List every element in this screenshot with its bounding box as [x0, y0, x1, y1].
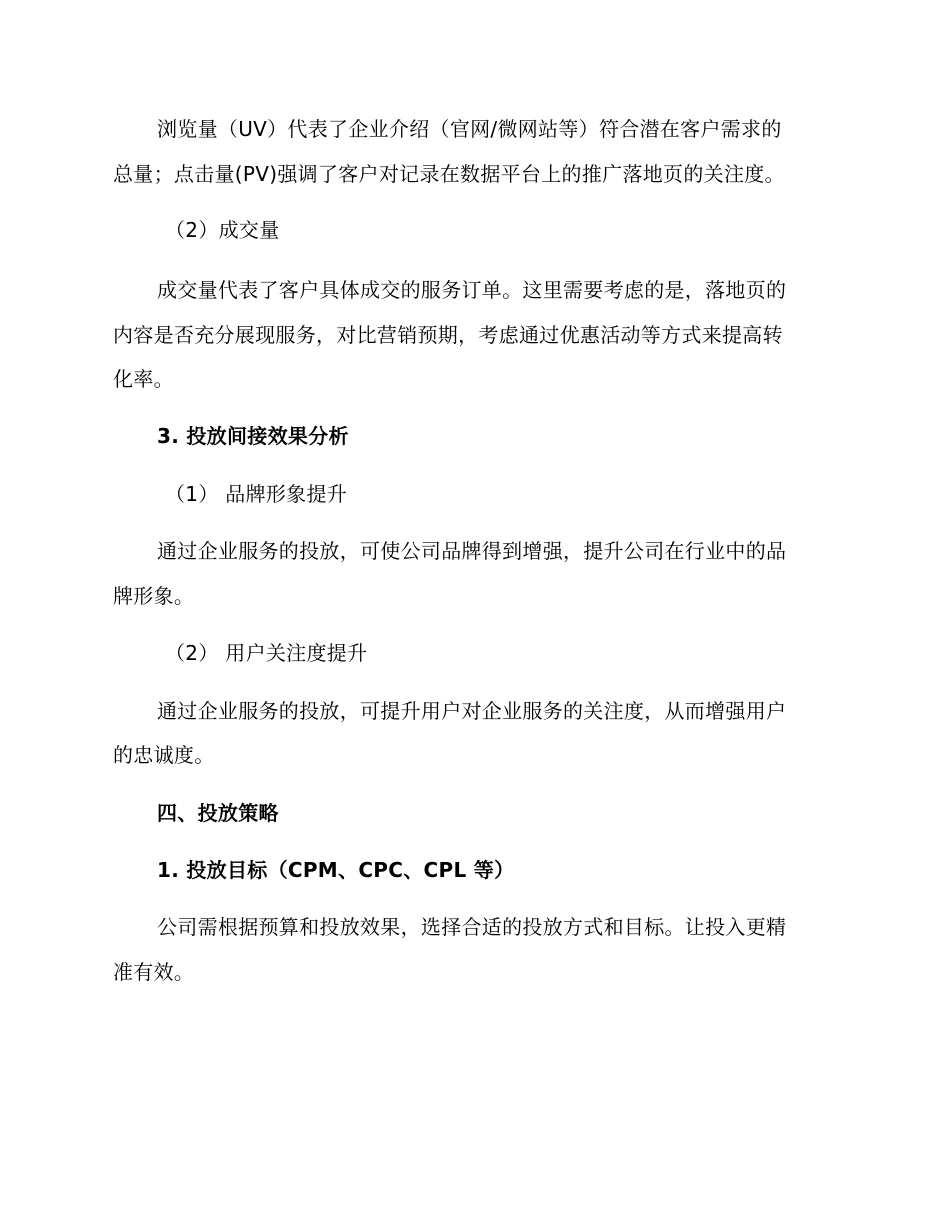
paragraph-line: 内容是否充分展现服务，对比营销预期，考虑通过优惠活动等方式来提高转	[113, 323, 783, 347]
paragraph-line: 公司需根据预算和投放效果，选择合适的投放方式和目标。让投入更精	[157, 915, 787, 939]
paragraph-line: 的忠诚度。	[113, 743, 215, 767]
subheading-user-attention: （2） 用户关注度提升	[165, 641, 368, 665]
section-heading-targets: 1. 投放目标（CPM、CPC、CPL 等）	[157, 858, 515, 882]
paragraph-line: 通过企业服务的投放，可使公司品牌得到增强，提升公司在行业中的品	[157, 539, 787, 563]
paragraph-line: 通过企业服务的投放，可提升用户对企业服务的关注度，从而增强用户	[157, 699, 787, 723]
subheading-transactions: （2）成交量	[165, 218, 280, 242]
subheading-brand-image: （1） 品牌形象提升	[165, 482, 348, 506]
paragraph-line: 准有效。	[113, 960, 195, 984]
paragraph-line: 牌形象。	[113, 584, 195, 608]
paragraph-line: 浏览量（UV）代表了企业介绍（官网/微网站等）符合潜在客户需求的	[157, 117, 782, 141]
paragraph-line: 总量；点击量(PV)强调了客户对记录在数据平台上的推广落地页的关注度。	[113, 162, 785, 186]
chapter-heading-strategy: 四、投放策略	[157, 801, 279, 825]
paragraph-line: 成交量代表了客户具体成交的服务订单。这里需要考虑的是，落地页的	[157, 278, 787, 302]
section-heading-indirect-effect: 3. 投放间接效果分析	[157, 424, 349, 448]
paragraph-line: 化率。	[113, 367, 174, 391]
